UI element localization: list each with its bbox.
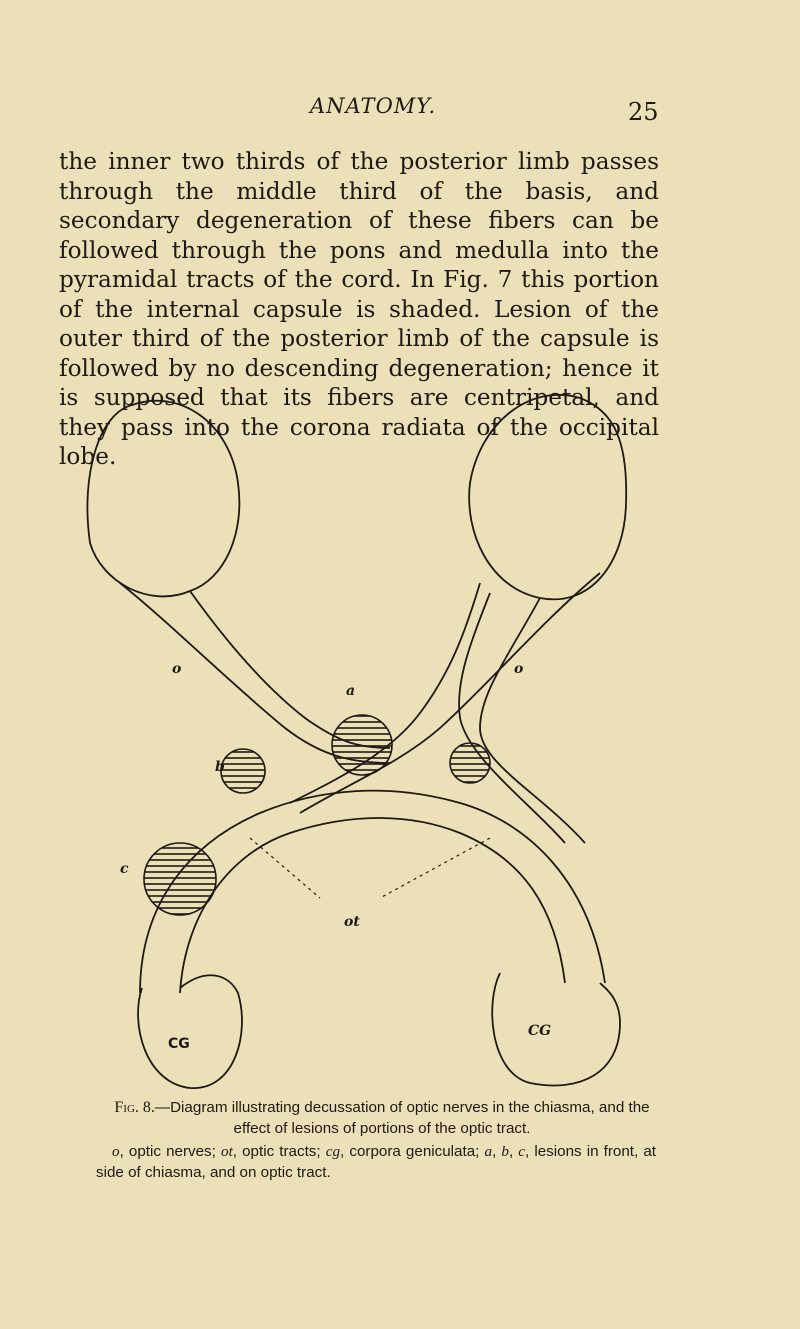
caption-title [104, 1097, 660, 1139]
label-c: c [120, 861, 129, 877]
legend-key-cg: cg [325, 1143, 341, 1160]
caption-title-text: —Diagram illustrating decussation of optic nerves in the chiasma, and the effect of lesions of portions of the optic tract. [154, 1099, 650, 1137]
label-a: a [346, 683, 356, 699]
page-number: 25 [628, 98, 659, 126]
optic-tract-arch-inner [180, 818, 565, 993]
legend-text-a: , [492, 1143, 502, 1160]
legend-key-a: a [484, 1143, 493, 1160]
running-title: ANATOMY. [310, 94, 437, 118]
label-o-right: o [514, 661, 524, 677]
lesion-c [144, 843, 216, 915]
page-header [0, 92, 800, 132]
caption-figure-number: Fig. 8. [114, 1099, 155, 1116]
label-cg-right: CG [528, 1023, 552, 1039]
legend-text-cg: , corpora geniculata; [340, 1143, 485, 1160]
lesion-b-right [450, 743, 490, 783]
right-corpus-geniculatum [492, 973, 620, 1086]
legend-key-ot: ot [220, 1143, 233, 1160]
left-eyeball [87, 401, 239, 597]
legend-text-c: , lesions in front, at side of chiasma, and on optic tract. [96, 1143, 656, 1181]
legend-key-b: b [501, 1143, 509, 1160]
label-b: b [215, 759, 225, 775]
label-ot: ot [344, 914, 360, 930]
ot-dotted-right [380, 838, 490, 898]
right-eyeball [469, 395, 626, 600]
legend-key-o: o [112, 1143, 120, 1160]
legend-text-o: , optic nerves; [119, 1143, 221, 1160]
label-cg-left: CG [168, 1036, 190, 1052]
legend-text-ot: , optic tracts; [232, 1143, 326, 1160]
legend-key-c: c [518, 1143, 526, 1160]
label-o-left: o [172, 661, 182, 677]
figure-caption [96, 1097, 660, 1183]
lesion-a [332, 715, 392, 775]
chiasma-diagram [60, 383, 680, 1098]
caption-legend [96, 1141, 656, 1183]
legend-text-b: , [508, 1143, 519, 1160]
left-corpus-geniculatum [138, 975, 242, 1088]
right-nerve-outer [300, 573, 600, 813]
lesion-b [221, 749, 265, 793]
body-paragraph: the inner two thirds of the posterior limb passes through the middle third of the basis, and secondary degeneration of these fibers can be followed through the pons and medulla into the pyramidal tracts of the cord. In Fig. 7 this portion of the internal capsule is shaded. Lesion of the outer third of the posterior limb of the capsule is followed by no descending degeneration; hence it is supposed that its fibers are centripetal, and they pass into the corona radiata of the occipital lobe. [59, 148, 659, 470]
right-uncrossed [459, 593, 565, 843]
figure-optic-chiasma [60, 383, 680, 1098]
